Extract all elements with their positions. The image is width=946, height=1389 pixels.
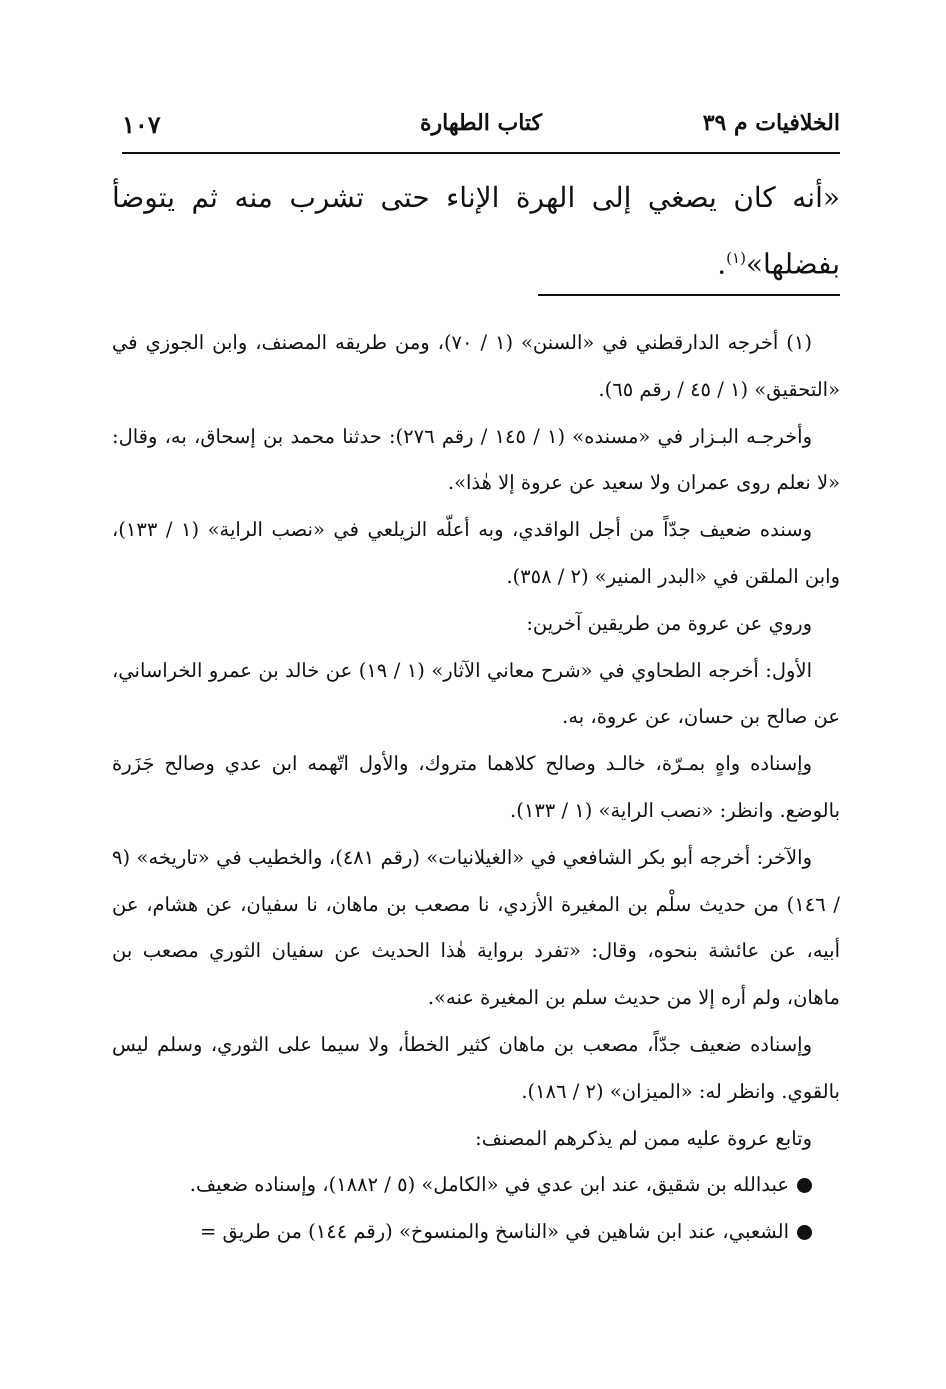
footnote-reference: (١) bbox=[726, 249, 746, 267]
main-text bbox=[112, 168, 840, 294]
page-number: ١٠٧ bbox=[122, 110, 161, 139]
footnote-text: وسنده ضعيف جدّاً من أجل الواقدي، وبه أعلّه الزيلعي في «نصب الراية» (١ / ١٣٣)، وابن الملقن في «البدر المنير» (٢ / ٣٥٨). bbox=[112, 518, 840, 588]
footnote-paragraph bbox=[112, 507, 840, 601]
footnote-text: وروي عن عروة من طريقين آخرين: bbox=[526, 611, 812, 635]
footnote-text: والآخر: أخرجه أبو بكر الشافعي في «الغيلانيات» (رقم ٤٨١)، والخطيب في «تاريخه» (٩ / ١٤٦) من حديث سلْم بن المغيرة الأزدي، نا مصعب بن ماهان، نا سفيان، عن هشام، عن أبيه، عن عائشة بنحوه، وقال: «تفرد برواية هٰذا الحديث عن سفيان الثوري مصعب بن ماهان، ولم أره إلا من حديث سلم بن المغيرة عنه». bbox=[112, 845, 840, 1010]
footnotes-section bbox=[112, 320, 840, 1256]
running-header bbox=[122, 104, 840, 150]
header-chapter-title: كتاب الطهارة bbox=[419, 110, 543, 136]
footnote-text: الأول: أخرجه الطحاوي في «شرح معاني الآثار» (١ / ١٩) عن خالد بن عمرو الخراساني، عن صالح بن حسان، عن عروة، به. bbox=[112, 658, 840, 729]
footnote-paragraph bbox=[112, 741, 840, 835]
footnote-paragraph bbox=[112, 1116, 840, 1163]
footnote-text: وأخرجـه البـزار في «مسنده» (١ / ١٤٥ / رقم ٢٧٦): حدثنا محمد بن إسحاق، به، وقال: «لا نعلم روى عمران ولا سعيد عن عروة إلا هٰذا». bbox=[112, 424, 840, 495]
footnote-paragraph bbox=[112, 1209, 840, 1256]
footnote-text: عبدالله بن شقيق، عند ابن عدي في «الكامل» (٥ / ١٨٨٢)، وإسناده ضعيف. bbox=[189, 1173, 789, 1197]
footnote-paragraph bbox=[112, 648, 840, 742]
footnote-divider bbox=[538, 294, 840, 296]
bullet-dot-icon bbox=[797, 1178, 812, 1193]
footnote-text: وإسناده ضعيف جدّاً، مصعب بن ماهان كثير الخطأ، ولا سيما على الثوري، وسلم ليس بالقوي. وانظر له: «الميزان» (٢ / ١٨٦). bbox=[112, 1032, 840, 1103]
footnote-paragraph bbox=[112, 1162, 840, 1209]
footnote-text: الشعبي، عند ابن شاهين في «الناسخ والمنسوخ» (رقم ١٤٤) من طريق = bbox=[199, 1220, 789, 1244]
footnote-paragraph bbox=[112, 414, 840, 508]
footnote-paragraph bbox=[112, 835, 840, 1022]
bullet-dot-icon bbox=[797, 1225, 812, 1240]
footnote-paragraph bbox=[112, 601, 840, 648]
main-text-end: . bbox=[717, 247, 727, 281]
footnote-paragraph bbox=[112, 1022, 840, 1116]
header-divider bbox=[122, 152, 840, 154]
footnote-paragraph bbox=[112, 320, 840, 414]
footnote-text: وإسناده واهٍ بمـرّة، خالـد وصالح كلاهما متروك، والأول اتّهمه ابن عدي وصالح جَزَرة بالوضع. وانظر: «نصب الراية» (١ / ١٣٣). bbox=[112, 752, 840, 822]
footnote-text: (١) أخرجه الدارقطني في «السنن» (١ / ٧٠)، ومن طريقه المصنف، وابن الجوزي في «التحقيق» (١ / ٤٥ / رقم ٦٥). bbox=[112, 331, 840, 401]
footnote-text: وتابع عروة عليه ممن لم يذكرهم المصنف: bbox=[475, 1126, 812, 1150]
header-volume-label: الخلافيات م ٣٩ bbox=[702, 110, 840, 136]
main-text-quote: «أنه كان يصغي إلى الهرة الإناء حتى تشرب منه ثم يتوضأ بفضلها» bbox=[112, 181, 840, 281]
